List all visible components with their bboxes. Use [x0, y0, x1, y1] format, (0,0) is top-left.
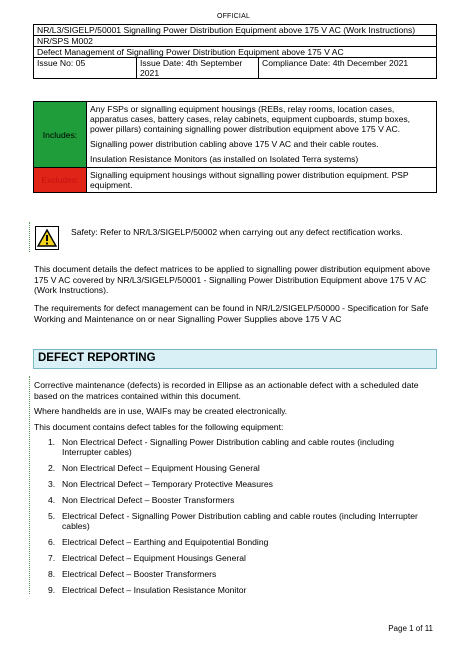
section-paragraph: This document contains defect tables for the following equipment: [34, 422, 284, 432]
includes-item: Insulation Resistance Monitors (as installed on Isolated Terra systems) [90, 154, 359, 164]
document-reference: NR/SPS M002 [34, 36, 437, 47]
section-heading: DEFECT REPORTING [38, 352, 156, 364]
compliance-date: Compliance Date: 4th December 2021 [259, 58, 437, 79]
list-item: 7. Electrical Defect – Equipment Housings General [48, 553, 246, 563]
margin-rule [29, 376, 30, 594]
list-item: 6. Electrical Defect – Earthing and Equipotential Bonding [48, 537, 269, 547]
intro-paragraph: This document details the defect matrices to be applied to signalling power distribution equipment above 175 V AC covered by NR/L3/SIGELP/50001 - Signalling Power Distribution Equipment above 175 V AC (Work Instructions). [34, 264, 431, 295]
list-item: 2. Non Electrical Defect – Equipment Housing General [48, 463, 260, 473]
list-item: 1. Non Electrical Defect - Signalling Power Distribution cabling and cable routes (including Interrupter cables) [48, 437, 394, 457]
warning-triangle-icon [35, 226, 59, 250]
issue-date: Issue Date: 4th September 2021 [137, 58, 259, 79]
safety-note: Safety: Refer to NR/L3/SIGELP/50002 when carrying out any defect rectification works. [71, 227, 403, 237]
issue-number: Issue No: 05 [34, 58, 137, 79]
list-item: 8. Electrical Defect – Booster Transformers [48, 569, 217, 579]
list-item: 4. Non Electrical Defect – Booster Transformers [48, 495, 235, 505]
section-paragraph: Corrective maintenance (defects) is recorded in Ellipse as an actionable defect with a scheduled date based on the matrices contained within this document. [34, 380, 419, 401]
document-title: NR/L3/SIGELP/50001 Signalling Power Distribution Equipment above 175 V AC (Work Instructions) [34, 25, 437, 36]
intro-paragraph: The requirements for defect management can be found in NR/L2/SIGELP/50000 - Specification for Safe Working and Maintenance on or near Signalling Power Supplies above 175 V AC [34, 303, 429, 324]
list-item: 3. Non Electrical Defect – Temporary Protective Measures [48, 479, 273, 489]
scope-table [33, 101, 437, 193]
section-paragraph: Where handhelds are in use, WAIFs may be created electronically. [34, 406, 288, 416]
excludes-content: Signalling equipment housings without signalling power distribution equipment. PSP equipment. [87, 168, 437, 193]
includes-item: Signalling power distribution cabling above 175 V AC and their cable routes. [90, 139, 379, 149]
classification-label: OFFICIAL [216, 13, 251, 20]
section-heading-box [33, 349, 437, 369]
page-number: Page 1 of 11 [388, 624, 433, 633]
document-header-table [33, 24, 437, 79]
includes-label: Includes: [34, 102, 87, 168]
includes-item: Any FSPs or signalling equipment housings (REBs, relay rooms, location cases, apparatus cases, battery cases, relay cabinets, equipment cupboards, stump boxes, power pillars) containing signalling power distribution equipment above 175 V AC. [90, 104, 411, 134]
defect-table-list [34, 437, 436, 601]
document-subtitle: Defect Management of Signalling Power Distribution Equipment above 175 V AC [34, 47, 437, 58]
excludes-label: Excludes: [34, 168, 87, 193]
list-item: 5. Electrical Defect - Signalling Power Distribution cabling and cable routes (including Interrupter cables) [48, 511, 418, 531]
margin-rule [29, 222, 30, 252]
list-item: 9. Electrical Defect – Insulation Resistance Monitor [48, 585, 247, 595]
includes-content [87, 102, 437, 168]
